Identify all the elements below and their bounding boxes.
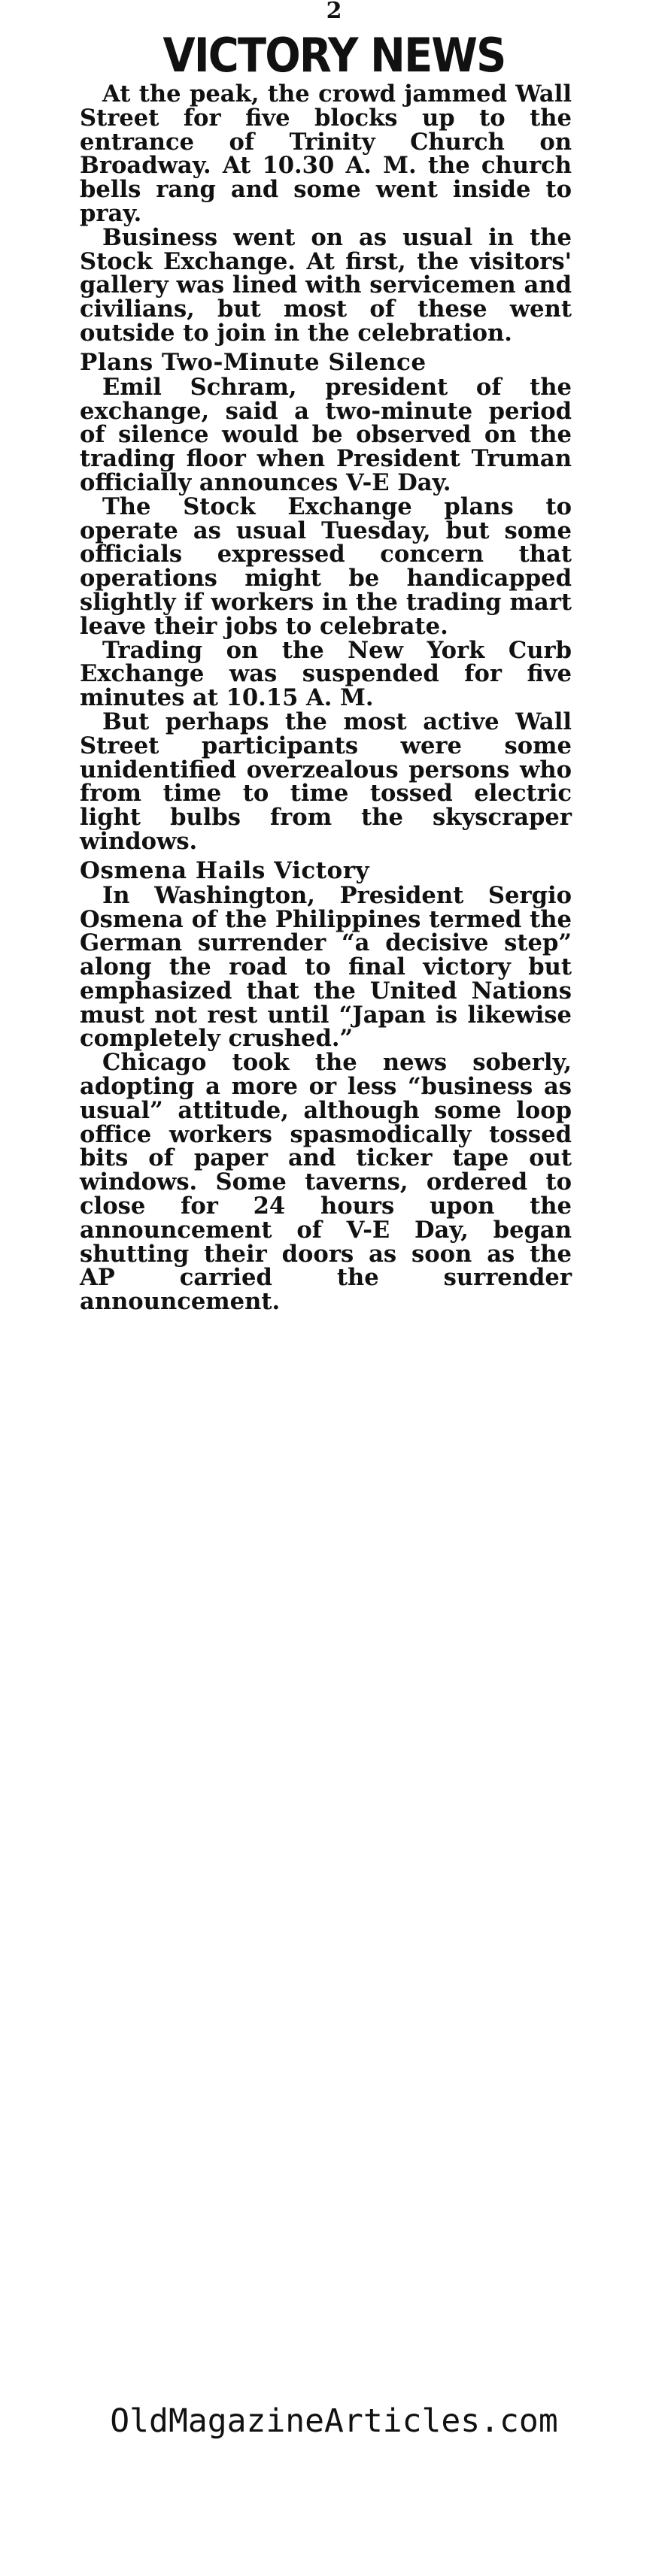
article-column xyxy=(80,80,572,1316)
subheading: Osmena Hails Victory xyxy=(80,856,370,884)
paragraph: Trading on the New York Curb Exchange was suspended for five minutes at 10.15 A. M. xyxy=(80,636,572,712)
headline: VICTORY NEWS xyxy=(162,28,506,83)
paragraph: But perhaps the most active Wall Street participants were some unidentified overzealous persons who from time to time tossed electric light bulbs from the skyscraper windows. xyxy=(80,708,572,855)
paragraph: The Stock Exchange plans to operate as usual Tuesday, but some officials expressed concern that operations might be handicapped slightly if workers in the trading mart leave their jobs to celebrate. xyxy=(80,492,572,640)
paragraph: At the peak, the crowd jammed Wall Street for five blocks up to the entrance of Trinity Church on Broadway. At 10.30 A. M. the church bells rang and some went inside to pray. xyxy=(80,80,572,227)
paragraph: Chicago took the news soberly, adopting a more or less “business as usual” attitude, although some loop office workers spasmodically tossed bits of paper and ticker tape out windows. Some taverns, ordered to close for 24 hours upon the announcement of V-E Day, began shutting their doors as soon as the AP carried the surrender announcement. xyxy=(80,1049,572,1316)
paragraph: In Washington, President Sergio Osmena of the Philippines termed the German surrender “a decisive step” along the road to final victory but emphasized that the United Nations must not rest until “Japan is likewise completely crushed.” xyxy=(80,881,572,1053)
source-watermark: OldMagazineArticles.com xyxy=(110,2402,558,2440)
page-number: 2 xyxy=(326,0,342,24)
subheading: Plans Two-Minute Silence xyxy=(80,348,427,376)
paragraph: Business went on as usual in the Stock Exchange. At first, the visitors' gallery was lined with servicemen and civilians, but most of these went outside to join in the celebration. xyxy=(80,223,572,347)
paragraph: Emil Schram, president of the exchange, said a two-minute period of silence would be observed on the trading floor when President Truman officially announces V-E Day. xyxy=(80,373,572,496)
